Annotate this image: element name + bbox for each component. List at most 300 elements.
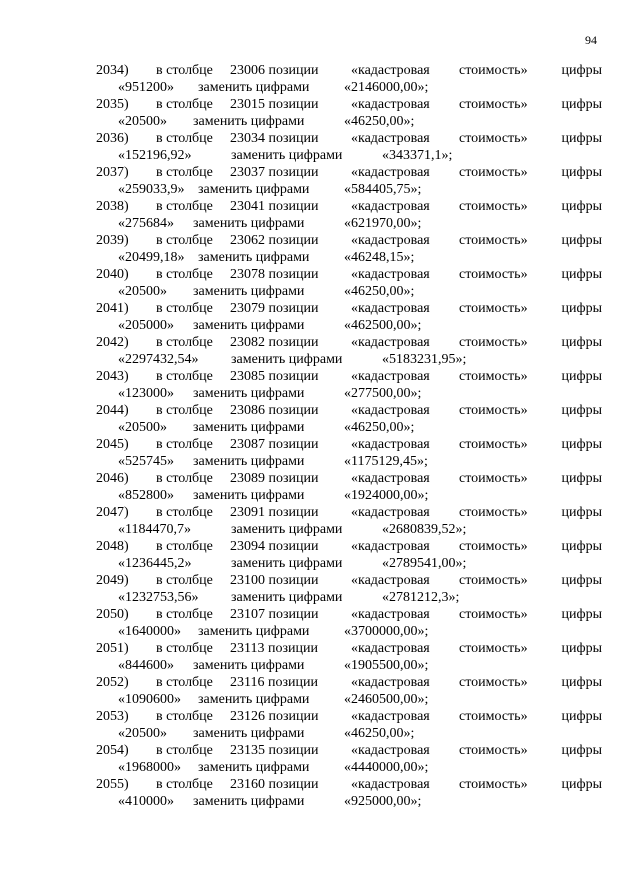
position-number <box>230 538 319 555</box>
value-word: стоимость» <box>459 97 528 112</box>
position-word: позиции <box>268 199 319 214</box>
entry-line-2 <box>96 385 602 402</box>
entry-line-2 <box>96 487 602 504</box>
item-number: 2051) <box>96 641 129 656</box>
column-label: в столбце <box>156 641 213 656</box>
entry-line-1 <box>96 640 602 657</box>
cadastral-word: «кадастровая <box>351 335 430 350</box>
replace-phrase: заменить цифрами <box>193 386 305 401</box>
position-number <box>230 742 319 759</box>
entry-line-2 <box>96 79 602 96</box>
digits-word: цифры <box>561 97 602 112</box>
replace-phrase: заменить цифрами <box>231 590 343 605</box>
value-word: стоимость» <box>459 607 528 622</box>
entry-line-1 <box>96 742 602 759</box>
position-word: позиции <box>268 233 319 248</box>
entry-line-1 <box>96 538 602 555</box>
column-label: в столбце <box>156 335 213 350</box>
position-code: 23078 <box>230 267 265 282</box>
value-word: стоимость» <box>459 267 528 282</box>
position-number <box>230 606 319 623</box>
cadastral-word: «кадастровая <box>351 267 430 282</box>
item-number: 2041) <box>96 301 129 316</box>
entry-line-1 <box>96 606 602 623</box>
entry-line-1 <box>96 334 602 351</box>
column-label: в столбце <box>156 675 213 690</box>
list-item <box>96 232 602 266</box>
position-word: позиции <box>268 437 319 452</box>
item-number: 2038) <box>96 199 129 214</box>
digits-word: цифры <box>561 539 602 554</box>
cadastral-word: «кадастровая <box>351 539 430 554</box>
list-item <box>96 334 602 368</box>
digits-word: цифры <box>561 63 602 78</box>
item-number: 2050) <box>96 607 129 622</box>
replace-phrase: заменить цифрами <box>193 658 305 673</box>
position-word: позиции <box>268 743 319 758</box>
position-word: позиции <box>268 403 319 418</box>
position-word: позиции <box>268 539 319 554</box>
column-label: в столбце <box>156 131 213 146</box>
old-value: «844600» <box>118 658 174 673</box>
cadastral-word: «кадастровая <box>351 403 430 418</box>
column-label: в столбце <box>156 403 213 418</box>
position-number <box>230 130 319 147</box>
entry-line-2 <box>96 249 602 266</box>
item-number: 2054) <box>96 743 129 758</box>
cadastral-word: «кадастровая <box>351 301 430 316</box>
list-item <box>96 436 602 470</box>
new-value: «46250,00»; <box>344 284 415 299</box>
replace-phrase: заменить цифрами <box>198 760 310 775</box>
entry-line-2 <box>96 623 602 640</box>
new-value: «2781212,3»; <box>382 590 460 605</box>
value-word: стоимость» <box>459 573 528 588</box>
amendment-list <box>96 62 602 810</box>
entry-line-1 <box>96 436 602 453</box>
column-label: в столбце <box>156 471 213 486</box>
position-word: позиции <box>268 301 319 316</box>
position-number <box>230 232 319 249</box>
position-word: позиции <box>268 777 319 792</box>
position-number <box>230 96 319 113</box>
entry-line-2 <box>96 215 602 232</box>
position-code: 23100 <box>230 573 265 588</box>
position-number <box>230 368 319 385</box>
position-word: позиции <box>268 267 319 282</box>
list-item <box>96 640 602 674</box>
position-number <box>230 436 319 453</box>
digits-word: цифры <box>561 709 602 724</box>
position-word: позиции <box>268 335 319 350</box>
old-value: «20500» <box>118 114 167 129</box>
new-value: «621970,00»; <box>344 216 422 231</box>
item-number: 2040) <box>96 267 129 282</box>
item-number: 2039) <box>96 233 129 248</box>
replace-phrase: заменить цифрами <box>198 80 310 95</box>
position-code: 23082 <box>230 335 265 350</box>
list-item <box>96 62 602 96</box>
column-label: в столбце <box>156 505 213 520</box>
position-number <box>230 470 319 487</box>
old-value: «20500» <box>118 726 167 741</box>
entry-line-2 <box>96 759 602 776</box>
position-number <box>230 334 319 351</box>
entry-line-1 <box>96 368 602 385</box>
replace-phrase: заменить цифрами <box>193 114 305 129</box>
item-number: 2034) <box>96 63 129 78</box>
position-number <box>230 572 319 589</box>
column-label: в столбце <box>156 369 213 384</box>
replace-phrase: заменить цифрами <box>193 488 305 503</box>
column-label: в столбце <box>156 743 213 758</box>
value-word: стоимость» <box>459 63 528 78</box>
replace-phrase: заменить цифрами <box>193 216 305 231</box>
old-value: «1232753,56» <box>118 590 199 605</box>
item-number: 2053) <box>96 709 129 724</box>
digits-word: цифры <box>561 199 602 214</box>
old-value: «205000» <box>118 318 174 333</box>
replace-phrase: заменить цифрами <box>193 420 305 435</box>
entry-line-2 <box>96 181 602 198</box>
cadastral-word: «кадастровая <box>351 505 430 520</box>
old-value: «275684» <box>118 216 174 231</box>
digits-word: цифры <box>561 675 602 690</box>
position-code: 23041 <box>230 199 265 214</box>
item-number: 2047) <box>96 505 129 520</box>
digits-word: цифры <box>561 267 602 282</box>
replace-phrase: заменить цифрами <box>231 522 343 537</box>
item-number: 2037) <box>96 165 129 180</box>
entry-line-1 <box>96 776 602 793</box>
new-value: «925000,00»; <box>344 794 422 809</box>
column-label: в столбце <box>156 233 213 248</box>
new-value: «277500,00»; <box>344 386 422 401</box>
entry-line-2 <box>96 793 602 810</box>
new-value: «1175129,45»; <box>344 454 428 469</box>
replace-phrase: заменить цифрами <box>193 726 305 741</box>
cadastral-word: «кадастровая <box>351 709 430 724</box>
entry-line-2 <box>96 113 602 130</box>
cadastral-word: «кадастровая <box>351 437 430 452</box>
item-number: 2052) <box>96 675 129 690</box>
position-code: 23087 <box>230 437 265 452</box>
position-code: 23091 <box>230 505 265 520</box>
old-value: «152196,92» <box>118 148 192 163</box>
list-item <box>96 198 602 232</box>
position-code: 23160 <box>230 777 265 792</box>
column-label: в столбце <box>156 199 213 214</box>
replace-phrase: заменить цифрами <box>193 454 305 469</box>
position-number <box>230 674 318 691</box>
column-label: в столбце <box>156 777 213 792</box>
new-value: «4440000,00»; <box>344 760 429 775</box>
digits-word: цифры <box>561 301 602 316</box>
old-value: «1640000» <box>118 624 181 639</box>
entry-line-1 <box>96 504 602 521</box>
entry-line-2 <box>96 317 602 334</box>
list-item <box>96 572 602 606</box>
position-word: позиции <box>268 471 319 486</box>
old-value: «2297432,54» <box>118 352 199 367</box>
position-number <box>230 708 319 725</box>
entry-line-1 <box>96 708 602 725</box>
position-word: позиции <box>268 709 319 724</box>
position-number <box>230 164 319 181</box>
value-word: стоимость» <box>459 301 528 316</box>
value-word: стоимость» <box>459 335 528 350</box>
position-number <box>230 266 319 283</box>
item-number: 2049) <box>96 573 129 588</box>
value-word: стоимость» <box>459 199 528 214</box>
item-number: 2045) <box>96 437 129 452</box>
position-code: 23113 <box>230 641 265 656</box>
item-number: 2055) <box>96 777 129 792</box>
position-word: позиции <box>268 165 319 180</box>
column-label: в столбце <box>156 607 213 622</box>
replace-phrase: заменить цифрами <box>198 624 310 639</box>
new-value: «5183231,95»; <box>382 352 467 367</box>
entry-line-2 <box>96 657 602 674</box>
item-number: 2036) <box>96 131 129 146</box>
old-value: «852800» <box>118 488 174 503</box>
entry-line-1 <box>96 300 602 317</box>
entry-line-1 <box>96 402 602 419</box>
value-word: стоимость» <box>459 233 528 248</box>
entry-line-2 <box>96 283 602 300</box>
replace-phrase: заменить цифрами <box>193 794 305 809</box>
value-word: стоимость» <box>459 505 528 520</box>
digits-word: цифры <box>561 165 602 180</box>
list-item <box>96 708 602 742</box>
list-item <box>96 402 602 436</box>
list-item <box>96 674 602 708</box>
old-value: «20499,18» <box>118 250 185 265</box>
entry-line-2 <box>96 555 602 572</box>
old-value: «20500» <box>118 284 167 299</box>
old-value: «259033,9» <box>118 182 185 197</box>
position-word: позиции <box>268 607 319 622</box>
position-number <box>230 62 319 79</box>
position-code: 23085 <box>230 369 265 384</box>
position-word: позиции <box>268 369 319 384</box>
entry-line-2 <box>96 725 602 742</box>
digits-word: цифры <box>561 335 602 350</box>
digits-word: цифры <box>561 233 602 248</box>
entry-line-1 <box>96 96 602 113</box>
old-value: «525745» <box>118 454 174 469</box>
value-word: стоимость» <box>459 437 528 452</box>
column-label: в столбце <box>156 573 213 588</box>
position-code: 23034 <box>230 131 265 146</box>
list-item <box>96 300 602 334</box>
column-label: в столбце <box>156 539 213 554</box>
list-item <box>96 538 602 572</box>
item-number: 2048) <box>96 539 129 554</box>
value-word: стоимость» <box>459 777 528 792</box>
digits-word: цифры <box>561 437 602 452</box>
value-word: стоимость» <box>459 539 528 554</box>
position-number <box>230 504 319 521</box>
column-label: в столбце <box>156 63 213 78</box>
new-value: «1905500,00»; <box>344 658 429 673</box>
entry-line-1 <box>96 266 602 283</box>
position-number <box>230 402 319 419</box>
column-label: в столбце <box>156 97 213 112</box>
new-value: «462500,00»; <box>344 318 422 333</box>
new-value: «46248,15»; <box>344 250 415 265</box>
position-code: 23079 <box>230 301 265 316</box>
position-word: позиции <box>268 97 319 112</box>
entry-line-2 <box>96 419 602 436</box>
item-number: 2035) <box>96 97 129 112</box>
new-value: «2789541,00»; <box>382 556 467 571</box>
replace-phrase: заменить цифрами <box>198 250 310 265</box>
digits-word: цифры <box>561 471 602 486</box>
new-value: «46250,00»; <box>344 420 415 435</box>
position-number <box>230 198 319 215</box>
digits-word: цифры <box>561 505 602 520</box>
value-word: стоимость» <box>459 369 528 384</box>
value-word: стоимость» <box>459 641 528 656</box>
position-word: позиции <box>267 641 318 656</box>
value-word: стоимость» <box>459 471 528 486</box>
replace-phrase: заменить цифрами <box>198 182 310 197</box>
position-number <box>230 640 318 657</box>
position-word: позиции <box>268 573 319 588</box>
value-word: стоимость» <box>459 675 528 690</box>
digits-word: цифры <box>561 777 602 792</box>
replace-phrase: заменить цифрами <box>231 148 343 163</box>
entry-line-1 <box>96 198 602 215</box>
page-number: 94 <box>585 33 597 47</box>
entry-line-1 <box>96 470 602 487</box>
old-value: «1090600» <box>118 692 181 707</box>
new-value: «1924000,00»; <box>344 488 429 503</box>
new-value: «2146000,00»; <box>344 80 429 95</box>
entry-line-2 <box>96 589 602 606</box>
cadastral-word: «кадастровая <box>351 63 430 78</box>
old-value: «1184470,7» <box>118 522 191 537</box>
position-code: 23062 <box>230 233 265 248</box>
list-item <box>96 470 602 504</box>
replace-phrase: заменить цифрами <box>193 318 305 333</box>
digits-word: цифры <box>561 403 602 418</box>
new-value: «46250,00»; <box>344 114 415 129</box>
digits-word: цифры <box>561 641 602 656</box>
column-label: в столбце <box>156 165 213 180</box>
entry-line-1 <box>96 164 602 181</box>
replace-phrase: заменить цифрами <box>231 352 343 367</box>
cadastral-word: «кадастровая <box>351 777 430 792</box>
position-code: 23089 <box>230 471 265 486</box>
position-word: позиции <box>267 675 318 690</box>
old-value: «20500» <box>118 420 167 435</box>
cadastral-word: «кадастровая <box>351 573 430 588</box>
position-number <box>230 300 319 317</box>
list-item <box>96 96 602 130</box>
digits-word: цифры <box>561 369 602 384</box>
entry-line-2 <box>96 521 602 538</box>
old-value: «123000» <box>118 386 174 401</box>
value-word: стоимость» <box>459 743 528 758</box>
position-number <box>230 776 319 793</box>
value-word: стоимость» <box>459 131 528 146</box>
list-item <box>96 776 602 810</box>
position-word: позиции <box>268 131 319 146</box>
list-item <box>96 266 602 300</box>
cadastral-word: «кадастровая <box>351 675 430 690</box>
entry-line-1 <box>96 62 602 79</box>
position-word: позиции <box>268 63 319 78</box>
digits-word: цифры <box>561 607 602 622</box>
value-word: стоимость» <box>459 403 528 418</box>
value-word: стоимость» <box>459 165 528 180</box>
old-value: «951200» <box>118 80 174 95</box>
replace-phrase: заменить цифрами <box>231 556 343 571</box>
position-code: 23135 <box>230 743 265 758</box>
cadastral-word: «кадастровая <box>351 233 430 248</box>
column-label: в столбце <box>156 267 213 282</box>
cadastral-word: «кадастровая <box>351 97 430 112</box>
new-value: «584405,75»; <box>344 182 422 197</box>
position-code: 23037 <box>230 165 265 180</box>
item-number: 2043) <box>96 369 129 384</box>
cadastral-word: «кадастровая <box>351 131 430 146</box>
digits-word: цифры <box>561 743 602 758</box>
cadastral-word: «кадастровая <box>351 607 430 622</box>
replace-phrase: заменить цифрами <box>198 692 310 707</box>
position-code: 23116 <box>230 675 265 690</box>
entry-line-1 <box>96 232 602 249</box>
entry-line-1 <box>96 674 602 691</box>
position-word: позиции <box>268 505 319 520</box>
position-code: 23015 <box>230 97 265 112</box>
list-item <box>96 742 602 776</box>
digits-word: цифры <box>561 573 602 588</box>
entry-line-2 <box>96 351 602 368</box>
new-value: «46250,00»; <box>344 726 415 741</box>
old-value: «1968000» <box>118 760 181 775</box>
column-label: в столбце <box>156 437 213 452</box>
entry-line-2 <box>96 453 602 470</box>
cadastral-word: «кадастровая <box>351 743 430 758</box>
replace-phrase: заменить цифрами <box>193 284 305 299</box>
entry-line-2 <box>96 691 602 708</box>
value-word: стоимость» <box>459 709 528 724</box>
position-code: 23094 <box>230 539 265 554</box>
new-value: «343371,1»; <box>382 148 453 163</box>
position-code: 23006 <box>230 63 265 78</box>
digits-word: цифры <box>561 131 602 146</box>
list-item <box>96 130 602 164</box>
cadastral-word: «кадастровая <box>351 165 430 180</box>
list-item <box>96 504 602 538</box>
new-value: «2460500,00»; <box>344 692 429 707</box>
entry-line-2 <box>96 147 602 164</box>
new-value: «3700000,00»; <box>344 624 429 639</box>
cadastral-word: «кадастровая <box>351 641 430 656</box>
entry-line-1 <box>96 130 602 147</box>
item-number: 2044) <box>96 403 129 418</box>
list-item <box>96 164 602 198</box>
list-item <box>96 606 602 640</box>
position-code: 23107 <box>230 607 265 622</box>
cadastral-word: «кадастровая <box>351 199 430 214</box>
cadastral-word: «кадастровая <box>351 471 430 486</box>
new-value: «2680839,52»; <box>382 522 467 537</box>
position-code: 23126 <box>230 709 265 724</box>
